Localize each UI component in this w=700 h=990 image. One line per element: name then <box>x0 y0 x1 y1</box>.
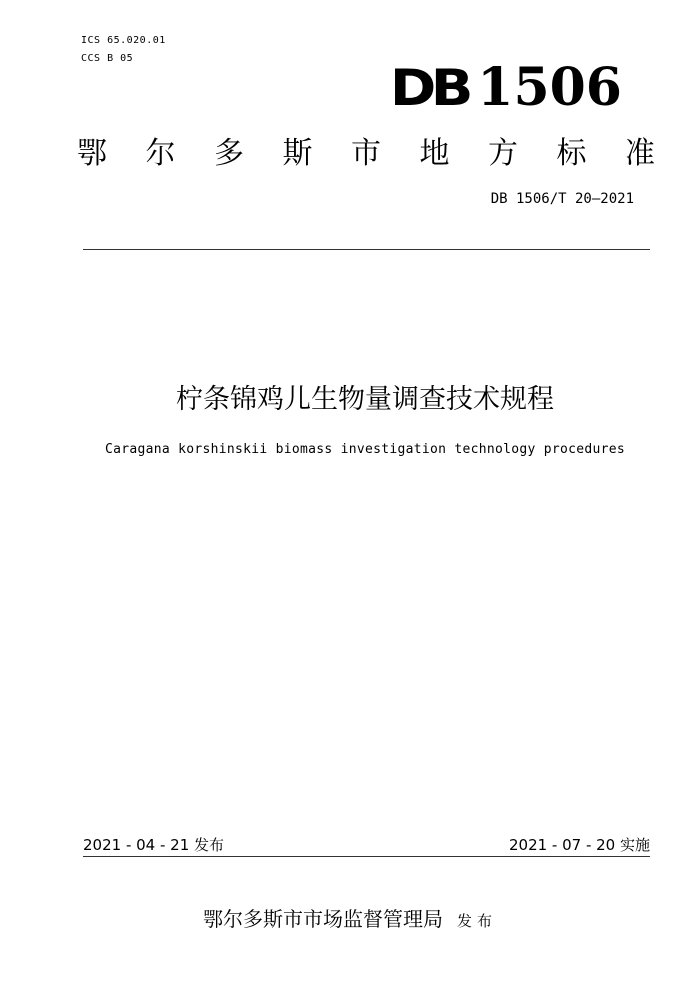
standard-title-char: 地 <box>419 136 450 171</box>
standard-type-title <box>76 134 656 174</box>
standard-title-char: 多 <box>214 136 244 171</box>
issue-date: 2021 - 04 - 21 发布 <box>83 836 225 854</box>
ccs-code: CCS B 05 <box>81 53 134 64</box>
document-subtitle: Caragana korshinskii biomass investigation technology procedures <box>104 442 626 457</box>
publisher-suffix: 发布 <box>456 912 497 930</box>
publisher-line <box>0 903 700 932</box>
standard-number: DB 1506/T 20—2021 <box>490 191 634 207</box>
document-title: 柠条锦鸡儿生物量调查技术规程 <box>176 384 554 415</box>
standard-title-char: 市 <box>351 136 381 171</box>
ics-code: ICS 65.020.01 <box>81 35 166 46</box>
db-logo <box>389 57 622 118</box>
header-divider <box>83 249 650 250</box>
standard-title-char: 尔 <box>145 136 176 171</box>
standard-title-char: 鄂 <box>77 136 107 171</box>
db-logo-number: 1506 <box>477 57 622 118</box>
publisher-name: 鄂尔多斯市市场监督管理局 <box>202 907 443 931</box>
standard-title-char: 方 <box>488 136 518 171</box>
db-logo-letters: DB <box>389 59 468 117</box>
standard-title-char: 标 <box>556 136 587 171</box>
implementation-date: 2021 - 07 - 20 实施 <box>508 836 650 854</box>
standard-title-char: 斯 <box>282 136 313 171</box>
standard-title-char: 准 <box>625 136 655 171</box>
footer-divider <box>83 856 650 857</box>
